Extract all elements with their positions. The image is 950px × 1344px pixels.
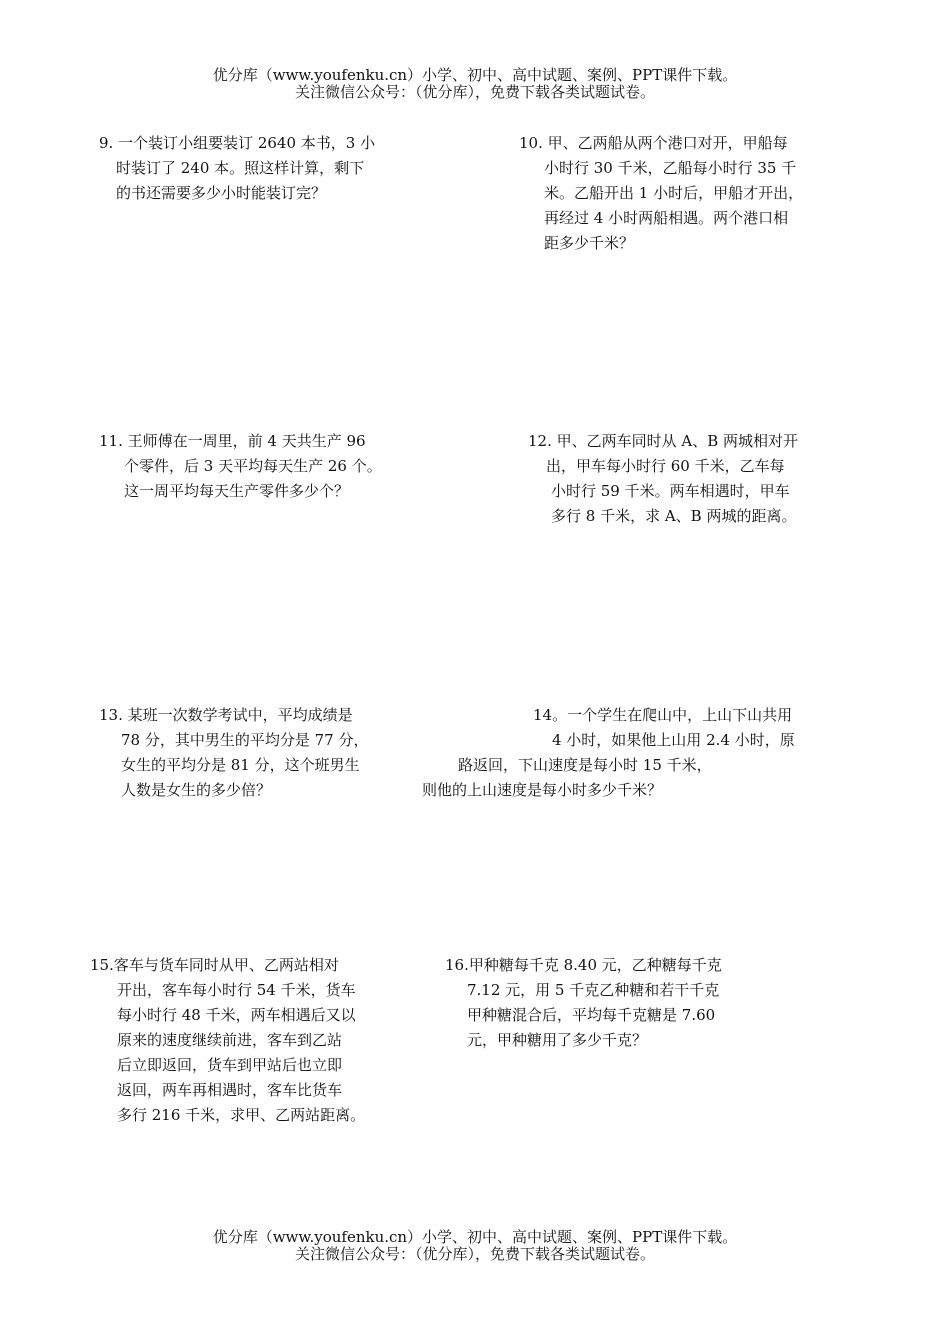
question-10	[519, 131, 803, 256]
question-line: 路返回，下山速度是每小时 15 千米，	[458, 756, 712, 774]
footer-line-2: 关注微信公众号：（优分库），免费下载各类试题试卷。	[294, 1245, 655, 1263]
question-line: 多行 8 千米，求 A、B 两城的距离。	[551, 507, 797, 525]
question-12	[528, 429, 798, 529]
question-line: 甲种糖混合后，平均每千克糖是 7.60	[467, 1006, 716, 1024]
question-line: 则他的上山速度是每小时多少千米？	[422, 781, 663, 799]
question-line: 人数是女生的多少倍？	[121, 781, 272, 799]
question-line: 11. 王师傅在一周里，前 4 天共生产 96	[99, 432, 366, 450]
question-line: 距多少千米？	[544, 234, 635, 252]
question-line: 小时行 30 千米，乙船每小时行 35 千	[544, 159, 797, 177]
footer-line-1: 优分库（www.youfenku.cn）小学、初中、高中试题、案例、PPT课件下载。	[212, 1228, 738, 1246]
question-line: 9. 一个装订小组要装订 2640 本书，3 小	[99, 134, 376, 152]
question-line: 返回，两车再相遇时，客车比货车	[117, 1081, 343, 1099]
question-line: 个零件，后 3 天平均每天生产 26 个。	[124, 457, 382, 475]
question-line: 7.12 元，用 5 千克乙种糖和若干千克	[467, 981, 720, 999]
question-line: 后立即返回，货车到甲站后也立即	[117, 1056, 343, 1074]
question-line: 4 小时，如果他上山用 2.4 小时，原	[552, 731, 795, 749]
question-line: 小时行 59 千米。两车相遇时，甲车	[551, 482, 790, 500]
question-line: 的书还需要多少小时能装订完？	[116, 184, 327, 202]
question-line: 元，甲种糖用了多少千克？	[467, 1031, 648, 1049]
question-line: 原来的速度继续前进，客车到乙站	[117, 1031, 343, 1049]
question-11	[99, 429, 382, 504]
question-line: 多行 216 千米，求甲、乙两站距离。	[117, 1106, 366, 1124]
question-9	[99, 131, 375, 206]
question-line: 再经过 4 小时两船相遇。两个港口相	[544, 209, 789, 227]
question-line: 10. 甲、乙两船从两个港口对开，甲船每	[519, 134, 788, 152]
question-13	[99, 703, 368, 803]
question-line: 女生的平均分是 81 分，这个班男生	[121, 756, 360, 774]
question-line: 78 分，其中男生的平均分是 77 分，	[121, 731, 369, 749]
page-footer	[0, 1229, 950, 1263]
question-line: 13. 某班一次数学考试中，平均成绩是	[99, 706, 353, 724]
question-line: 米。乙船开出 1 小时后，甲船才开出，	[544, 184, 804, 202]
question-14	[422, 703, 795, 803]
question-16	[445, 953, 722, 1053]
question-line: 每小时行 48 千米，两车相遇后又以	[117, 1006, 356, 1024]
question-line: 开出，客车每小时行 54 千米，货车	[117, 981, 356, 999]
question-line: 这一周平均每天生产零件多少个？	[124, 482, 350, 500]
question-line: 14。一个学生在爬山中，上山下山共用	[533, 706, 793, 724]
question-15	[90, 953, 365, 1128]
question-line: 12. 甲、乙两车同时从 A、B 两城相对开	[528, 432, 799, 450]
question-line: 16.甲种糖每千克 8.40 元，乙种糖每千克	[445, 956, 722, 974]
header-line-1: 优分库（www.youfenku.cn）小学、初中、高中试题、案例、PPT课件下载。	[212, 66, 738, 84]
page-header	[0, 67, 950, 101]
question-line: 15.客车与货车同时从甲、乙两站相对	[90, 956, 339, 974]
header-line-2: 关注微信公众号：（优分库），免费下载各类试题试卷。	[294, 83, 655, 101]
question-line: 时装订了 240 本。照这样计算，剩下	[116, 159, 365, 177]
question-line: 出，甲车每小时行 60 千米，乙车每	[546, 457, 785, 475]
